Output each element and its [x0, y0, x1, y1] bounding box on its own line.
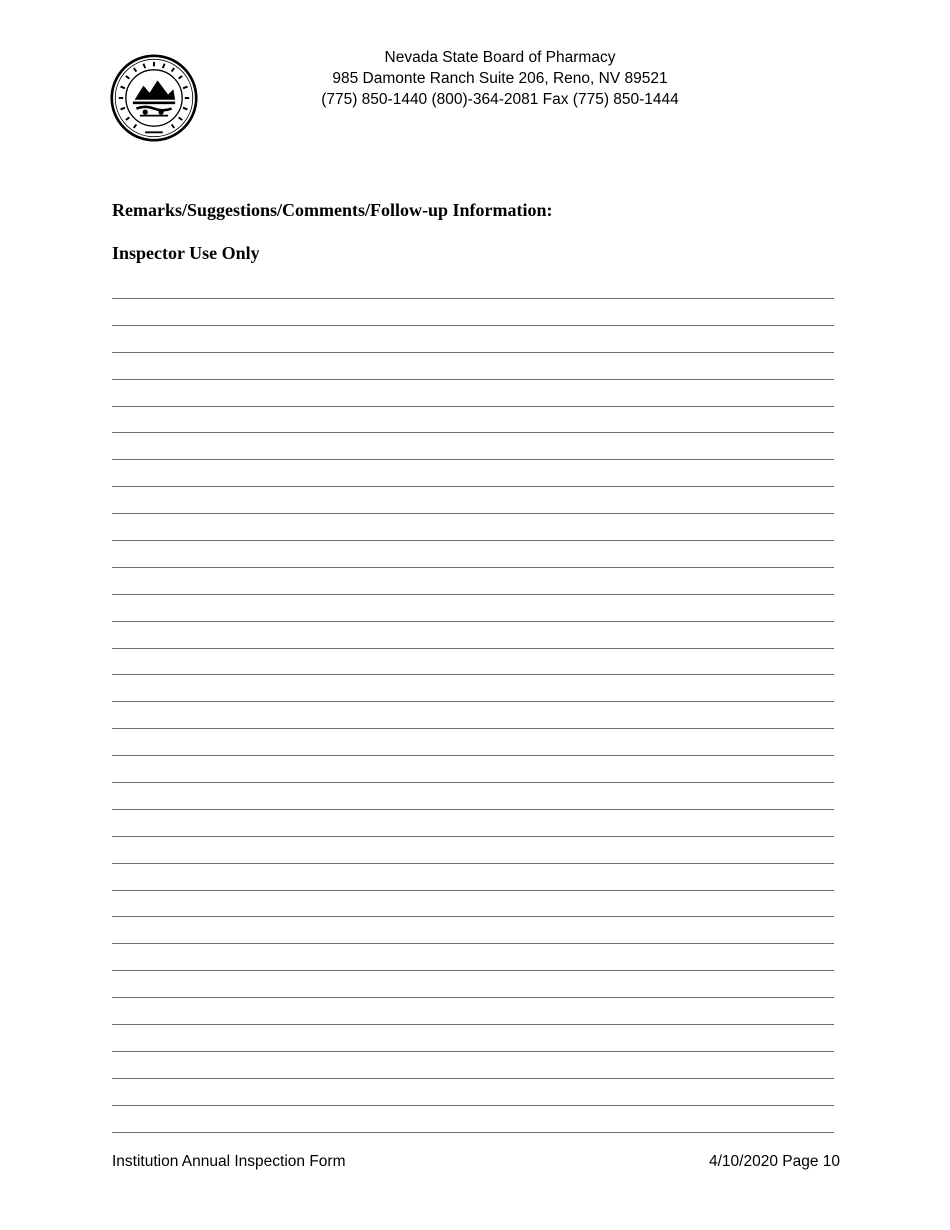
- inspector-use-heading: Inspector Use Only: [112, 243, 260, 263]
- write-in-line[interactable]: [112, 540, 834, 541]
- write-in-line[interactable]: [112, 648, 834, 649]
- write-in-line[interactable]: [112, 916, 834, 917]
- write-in-line[interactable]: [112, 701, 834, 702]
- write-in-line[interactable]: [112, 1024, 834, 1025]
- write-in-line[interactable]: [112, 890, 834, 891]
- write-in-line[interactable]: [112, 298, 834, 299]
- write-in-line[interactable]: [112, 325, 834, 326]
- write-in-line[interactable]: [112, 459, 834, 460]
- nevada-state-seal-icon: [110, 54, 198, 142]
- letterhead: [300, 47, 700, 110]
- write-in-line[interactable]: [112, 674, 834, 675]
- write-in-line[interactable]: [112, 594, 834, 595]
- write-in-line[interactable]: [112, 997, 834, 998]
- remarks-heading: Remarks/Suggestions/Comments/Follow-up Information:: [112, 200, 553, 220]
- write-in-line[interactable]: [112, 486, 834, 487]
- write-in-line[interactable]: [112, 432, 834, 433]
- write-in-line[interactable]: [112, 863, 834, 864]
- write-in-line[interactable]: [112, 379, 834, 380]
- write-in-line[interactable]: [112, 809, 834, 810]
- write-in-line[interactable]: [112, 755, 834, 756]
- write-in-line[interactable]: [112, 1132, 834, 1133]
- organization-name: Nevada State Board of Pharmacy: [384, 49, 616, 66]
- write-in-line[interactable]: [112, 406, 834, 407]
- write-in-line[interactable]: [112, 1051, 834, 1052]
- write-in-line[interactable]: [112, 782, 834, 783]
- write-in-line[interactable]: [112, 836, 834, 837]
- organization-address: 985 Damonte Ranch Suite 206, Reno, NV 89521: [332, 70, 668, 87]
- write-in-line[interactable]: [112, 352, 834, 353]
- footer-form-name: Institution Annual Inspection Form: [112, 1153, 346, 1170]
- write-in-line[interactable]: [112, 513, 834, 514]
- write-in-lines[interactable]: [112, 298, 834, 1159]
- write-in-line[interactable]: [112, 970, 834, 971]
- write-in-line[interactable]: [112, 943, 834, 944]
- write-in-line[interactable]: [112, 728, 834, 729]
- write-in-line[interactable]: [112, 1105, 834, 1106]
- organization-contact: (775) 850-1440 (800)-364-2081 Fax (775) 850-1444: [321, 91, 679, 108]
- write-in-line[interactable]: [112, 621, 834, 622]
- footer-date-page: 4/10/2020 Page 10: [708, 1153, 840, 1170]
- write-in-line[interactable]: [112, 567, 834, 568]
- write-in-line[interactable]: [112, 1078, 834, 1079]
